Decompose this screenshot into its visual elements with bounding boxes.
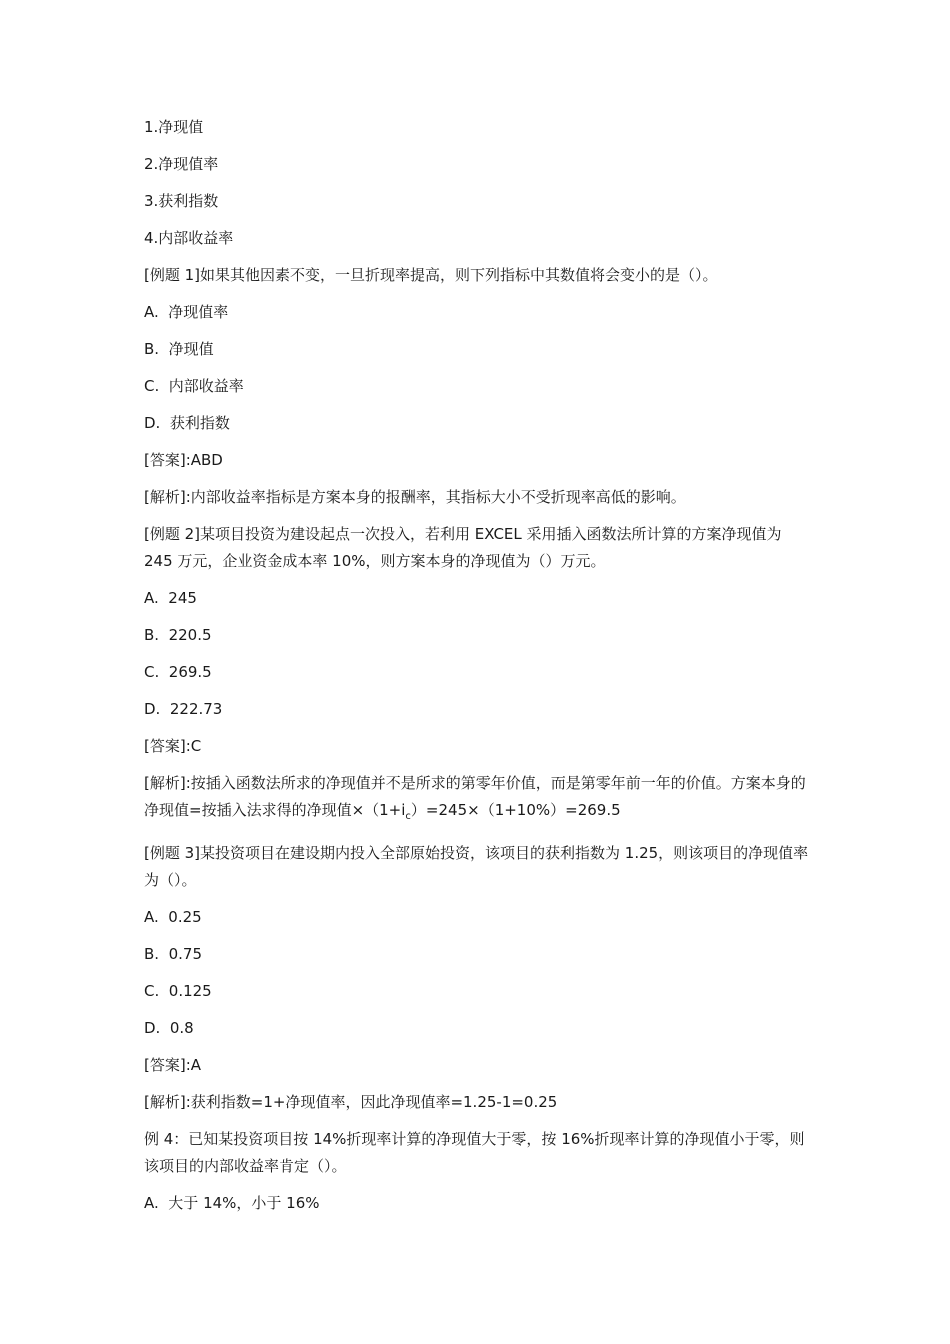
section-heading: 3.获利指数 (144, 192, 219, 210)
option-a: A. 245 (144, 589, 197, 607)
option-d: D. 获利指数 (144, 414, 230, 432)
option-c: C. 0.125 (144, 982, 212, 1000)
option-b: B. 220.5 (144, 626, 212, 644)
option-a: A. 0.25 (144, 908, 202, 926)
option-d: D. 0.8 (144, 1019, 194, 1037)
question-2: [例题 2]某项目投资为建设起点一次投入，若利用 EXCEL 采用插入函数法所计算的方案净现值为 245 万元，企业资金成本率 10%，则方案本身的净现值为（）万元。 (144, 525, 787, 570)
section-heading: 2.净现值率 (144, 155, 219, 173)
section-heading: 4.内部收益率 (144, 229, 234, 247)
question-4: 例 4：已知某投资项目按 14%折现率计算的净现值大于零，按 16%折现率计算的净现值小于零，则该项目的内部收益率肯定（）。 (144, 1130, 805, 1175)
analysis-2-subscript: c (405, 811, 411, 822)
question-1: [例题 1]如果其他因素不变，一旦折现率提高，则下列指标中其数值将会变小的是（）。 (144, 266, 718, 284)
analysis-2-text-b: ）=245×（1+10%）=269.5 (410, 801, 621, 819)
analysis-2 (144, 770, 814, 830)
analysis-2-text-a: [解析]:按插入函数法所求的净现值并不是所求的第零年价值，而是第零年前一年的价值。方案本身的净现值=按插入法求得的净现值×（1+i (144, 774, 806, 819)
analysis-3: [解析]:获利指数=1+净现值率，因此净现值率=1.25-1=0.25 (144, 1093, 558, 1111)
document-page (144, 114, 814, 1227)
analysis-1: [解析]:内部收益率指标是方案本身的报酬率，其指标大小不受折现率高低的影响。 (144, 488, 686, 506)
option-a: A. 净现值率 (144, 303, 229, 321)
option-d: D. 222.73 (144, 700, 223, 718)
option-b: B. 净现值 (144, 340, 214, 358)
answer-3: [答案]:A (144, 1056, 202, 1074)
option-c: C. 内部收益率 (144, 377, 244, 395)
option-b: B. 0.75 (144, 945, 202, 963)
option-a: A. 大于 14%，小于 16% (144, 1194, 320, 1212)
option-c: C. 269.5 (144, 663, 212, 681)
answer-2: [答案]:C (144, 737, 202, 755)
question-3: [例题 3]某投资项目在建设期内投入全部原始投资，该项目的获利指数为 1.25，则该项目的净现值率为（）。 (144, 844, 809, 889)
answer-1: [答案]:ABD (144, 451, 223, 469)
section-heading: 1.净现值 (144, 118, 204, 136)
